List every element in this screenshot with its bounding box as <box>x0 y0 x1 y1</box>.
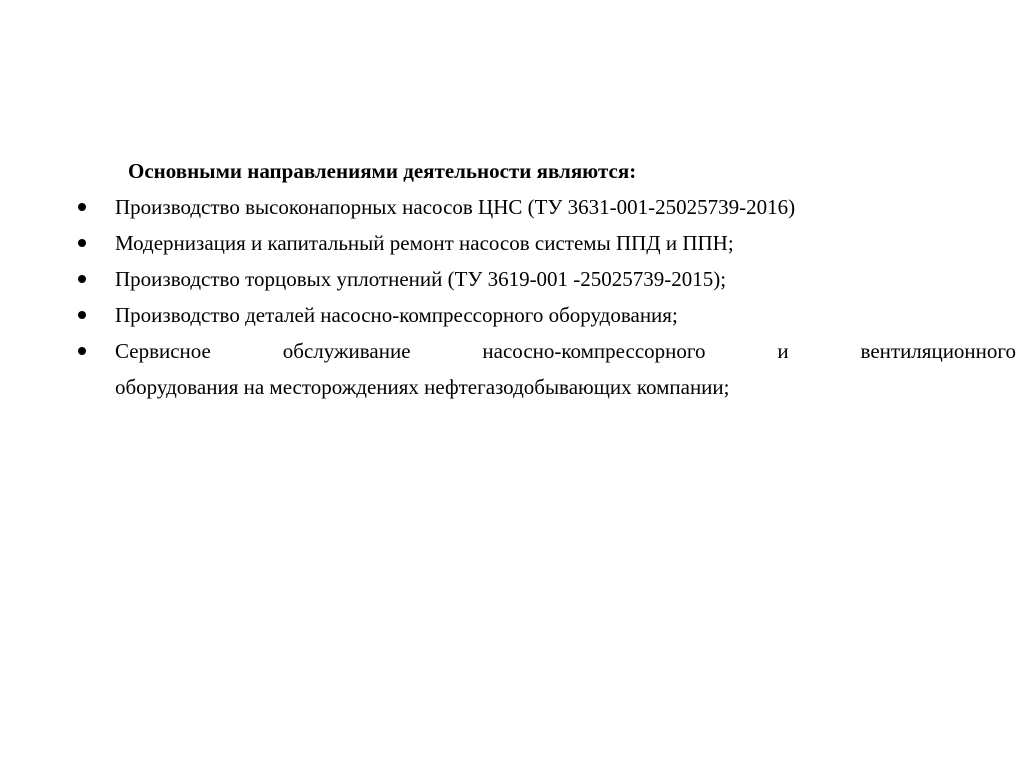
section-heading: Основными направлениями деятельности являются: <box>128 159 637 183</box>
list-item-text: Модернизация и капитальный ремонт насосов системы ППД и ППН; <box>115 231 734 255</box>
list-item <box>0 225 1024 261</box>
bullet-icon <box>78 275 86 283</box>
list-item <box>0 297 1024 333</box>
list-item-text-line-1: Сервисное обслуживание насосно-компрессорного и вентиляционного <box>115 339 1016 363</box>
list-item <box>0 189 1024 225</box>
bullet-icon <box>78 239 86 247</box>
list-item-text: Производство торцовых уплотнений (ТУ 3619-001 -25025739-2015); <box>115 267 727 291</box>
list-item-text-line-2: оборудования на месторождениях нефтегазодобывающих компании; <box>115 375 730 399</box>
bullet-icon <box>78 203 86 211</box>
list-item-text: Производство деталей насосно-компрессорного оборудования; <box>115 303 678 327</box>
bullet-icon <box>78 311 86 319</box>
list-item-text: Производство высоконапорных насосов ЦНС (ТУ 3631-001-25025739-2016) <box>115 195 796 219</box>
activity-list <box>0 189 1024 405</box>
list-item <box>0 333 1024 405</box>
list-item <box>0 261 1024 297</box>
bullet-icon <box>78 347 86 355</box>
